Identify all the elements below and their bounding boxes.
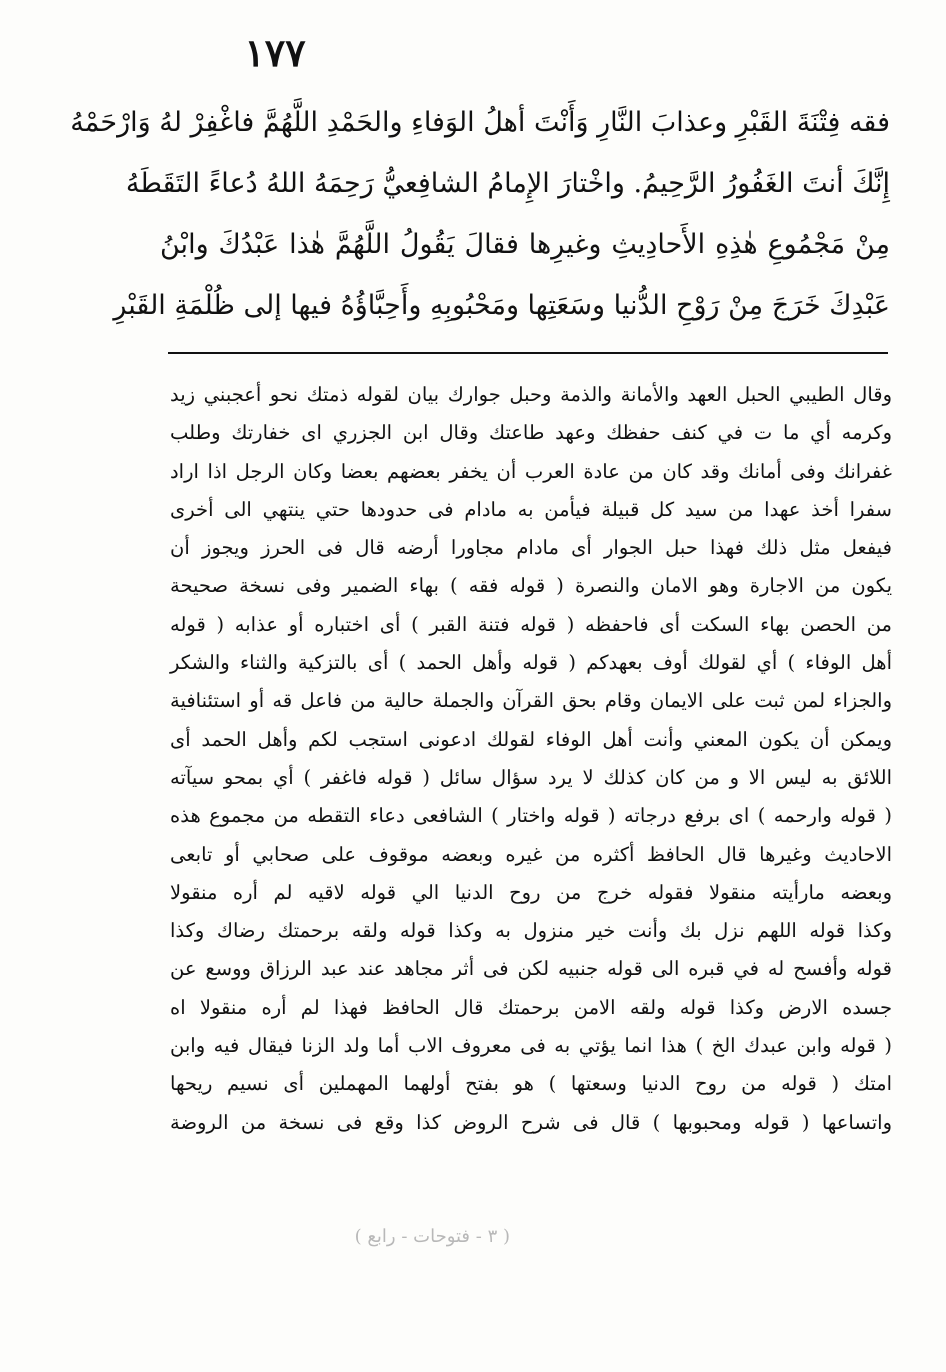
separator-line <box>168 352 888 354</box>
commentary-line: سفرا أخذ عهدا من سيد كل قبيلة فيأمن به مادام فى حدودها حتي ينتهي الى أخرى <box>170 497 892 521</box>
commentary-line: والجزاء لمن ثبت على الايمان وقام بحق القرآن والجملة حالية من فاعل قه أو استئنافية <box>170 689 892 713</box>
commentary-line: قوله وأفسح له في قبره الى قوله جنبيه لكن فى أثر مجاهد عند عبد الرزاق ووسع عن <box>170 957 892 981</box>
commentary-line: ويمكن أن يكون المعني وأنت أهل الوفاء لقولك ادعونى استجب لكم وأهل الحمد أى <box>170 727 892 751</box>
commentary-line: جسده الارض وكذا قوله ولقه الامن برحمتك قال الحافظ فهذا لم أره منقولا اه <box>170 995 892 1019</box>
commentary-line: وبعضه مارأيته منقولا فقوله خرج من روح الدنيا الي قوله لاقيه لم أره منقولا <box>170 880 892 904</box>
commentary-line: يكون من الاجارة وهو الامان والنصرة ( قوله فقه ) بهاء الضمير وفى نسخة صحيحة <box>170 574 892 598</box>
commentary-line: غفرانك وفى أمانك وقد كان من عادة العرب أن يخفر بعضهم بعضا وكان الرجل اذا اراد <box>170 459 892 483</box>
commentary-line: اللائق به ليس الا و من كان كذلك لا يرد سؤال سائل ( قوله فاغفر ) أي بمحو سيآته <box>170 765 892 789</box>
commentary-line: وقال الطيبي الحبل العهد والأمانة والذمة وحبل جوارك بيان لقوله ذمتك نحو أعجبني زيد <box>170 383 892 406</box>
commentary-text <box>170 376 892 1142</box>
faded-signature-line: ( ٣ - فتوحات - رابع ) <box>354 1226 510 1247</box>
commentary-line: ( قوله وابن عبدك الخ ) هذا انما يؤتي به فى معروف الاب أما ولد الزنا فيقال فيه وابن <box>170 1034 892 1058</box>
commentary-line: وكرمه أي ما ت في كنف حفظك وعهد طاعتك وقال ابن الجزري اى خفارتك وطلب <box>170 421 892 445</box>
commentary-line: أهل الوفاء ) أي لقولك أوف بعهدكم ( قوله وأهل الحمد ) أى بالتزكية والثناء والشكر <box>170 651 892 675</box>
commentary-line: ( قوله وارحمه ) اى برفع درجاته ( قوله واختار ) الشافعى دعاء التقطه من مجموع هذه <box>170 804 892 828</box>
main-text-line: مِنْ مَجْمُوعِ هٰذِهِ الأَحادِيثِ وغيرِها فقالَ يَقُولُ اللَّهُمَّ هٰذا عَبْدُكَ وابْنُ <box>160 229 890 260</box>
commentary-line: فيفعل مثل ذلك فهذا حبل الجوار أى مادام مجاورا أرضه قال فى الحرز ويجوز أن <box>170 536 892 560</box>
main-text-line: فقه فِتْنَةَ القَبْرِ وعذابَ النَّارِ وَأَنْتَ أهلُ الوَفاءِ والحَمْدِ اللَّهُمَّ فاغْفِرْ لهُ وَارْحَمْهُ <box>70 107 890 138</box>
main-text-line: إِنَّكَ أنتَ الغَفُورُ الرَّحِيمُ. واخْتارَ الإِمامُ الشافِعيُّ رَحِمَهُ اللهُ دُعاءً التَقَطَهُ <box>125 168 890 199</box>
main-text-line: عَبْدِكَ خَرَجَ مِنْ رَوْحِ الدُّنيا وسَعَتِها ومَحْبُوبِهِ وأَحِبَّاؤُهُ فيها إلى ظُلْمَةِ القَبْرِ <box>113 290 890 321</box>
main-text <box>70 92 890 336</box>
page-number: ١٧٧ <box>244 30 306 75</box>
commentary-line: من الحصن بهاء السكت أى فاحفظه ( قوله فتنة القبر ) أى اختباره أو عذابه ( قوله <box>170 612 892 636</box>
commentary-line: واتساعها ( قوله ومحبوبها ) قال فى شرح الروض كذا وقع فى نسخة من الروضة <box>170 1110 892 1134</box>
commentary-line: امتك ( قوله من روح الدنيا وسعتها ) هو بفتح أولهما المهملين أى نسيم ريحها <box>170 1072 892 1096</box>
commentary-line: وكذا قوله اللهم نزل بك وأنت خير منزول به وكذا قوله ولقه برحمتك رضاك وكذا <box>170 919 892 943</box>
commentary-line: الاحاديث وغيرها قال الحافظ أكثره من غيره وبعضه موقوف على صحابي أو تابعى <box>170 842 892 866</box>
